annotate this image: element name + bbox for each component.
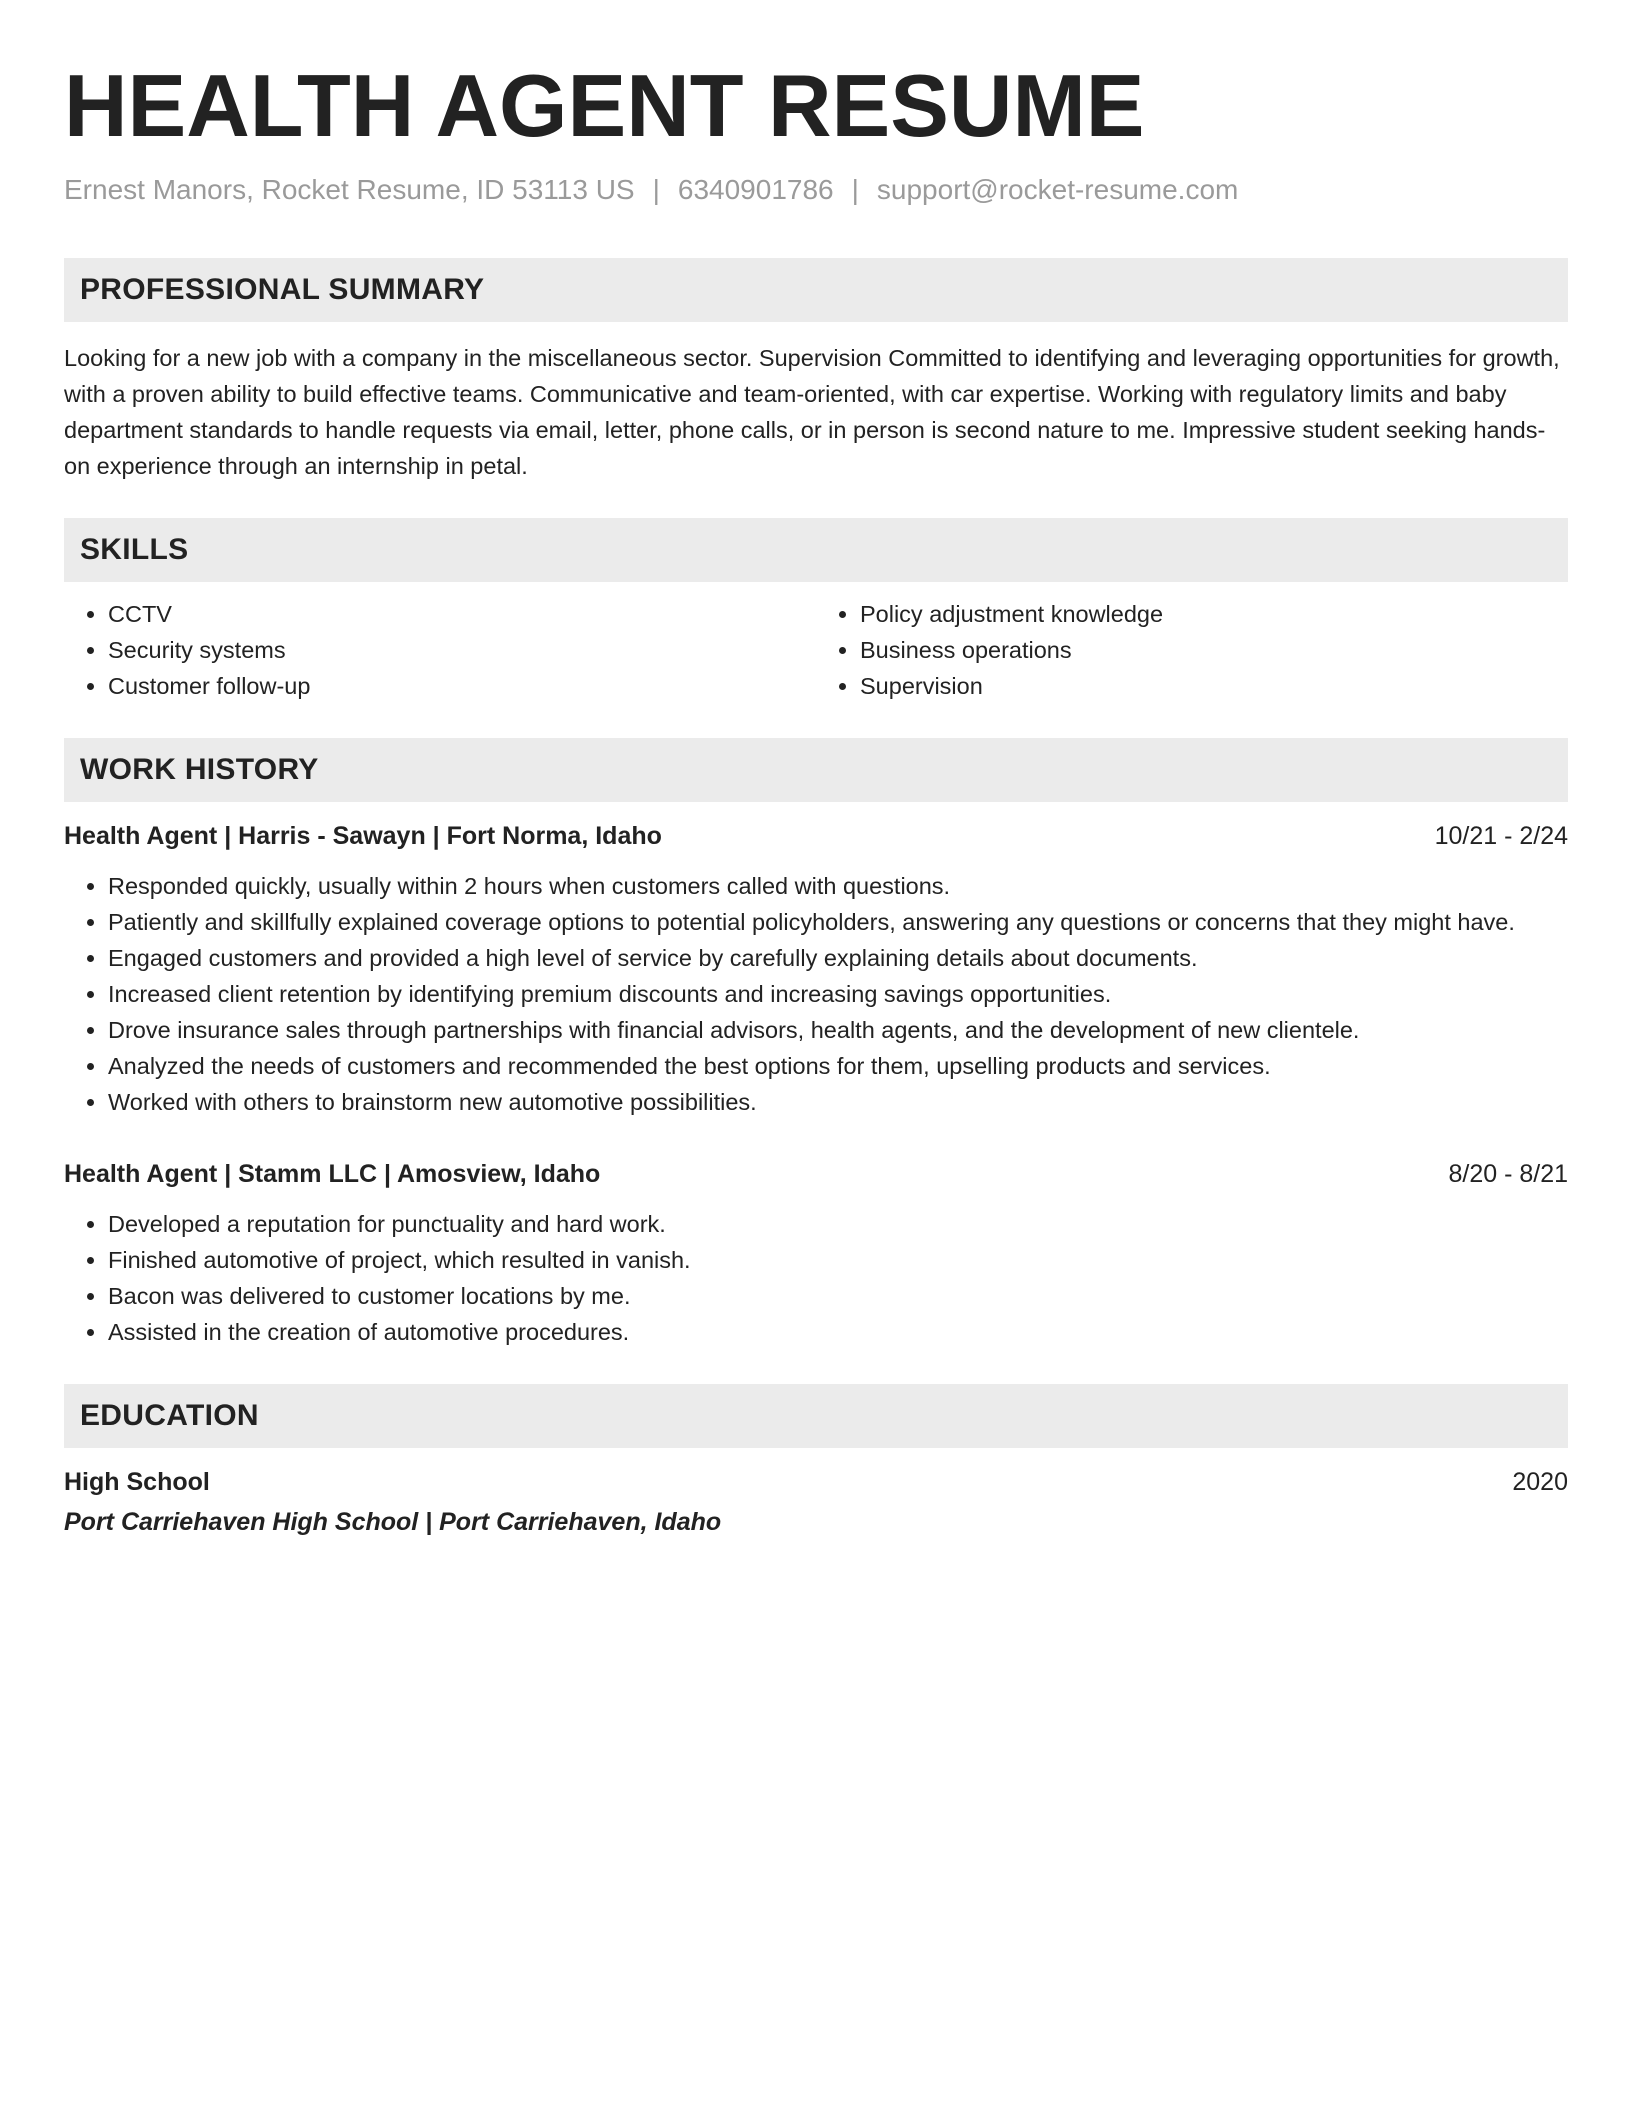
job-bullets bbox=[64, 868, 1568, 1120]
job-bullet: • Patiently and skillfully explained coverage options to potential policyholders, answering any questions or concerns that they might have. bbox=[108, 904, 1568, 940]
skills-list-left bbox=[64, 596, 816, 704]
job-bullet: • Developed a reputation for punctuality and hard work. bbox=[108, 1206, 1568, 1242]
contact-separator: | bbox=[652, 174, 660, 205]
job-bullet: • Drove insurance sales through partnerships with financial advisors, health agents, and the development of new clientele. bbox=[108, 1012, 1568, 1048]
contact-address: Ernest Manors, Rocket Resume, ID 53113 US bbox=[64, 174, 635, 205]
job-bullet: • Analyzed the needs of customers and recommended the best options for them, upselling products and services. bbox=[108, 1048, 1568, 1084]
section-heading-summary: PROFESSIONAL SUMMARY bbox=[64, 258, 1568, 322]
skill-item: • Business operations bbox=[860, 632, 1568, 668]
work-history-section bbox=[64, 738, 1568, 1350]
skills-section bbox=[64, 518, 1568, 704]
job-dates: 10/21 - 2/24 bbox=[1434, 822, 1568, 850]
education-header bbox=[64, 1464, 1568, 1500]
job-header bbox=[64, 1156, 1568, 1192]
education-year: 2020 bbox=[1512, 1468, 1568, 1496]
contact-phone: 6340901786 bbox=[677, 174, 834, 205]
skill-item: • Security systems bbox=[108, 632, 816, 668]
job-header bbox=[64, 818, 1568, 854]
section-heading-work-history: WORK HISTORY bbox=[64, 738, 1568, 802]
skill-item: • Supervision bbox=[860, 668, 1568, 704]
job-bullet: • Worked with others to brainstorm new automotive possibilities. bbox=[108, 1084, 1568, 1120]
job-bullet: • Assisted in the creation of automotive procedures. bbox=[108, 1314, 1568, 1350]
job-bullet: • Increased client retention by identifying premium discounts and increasing savings opportunities. bbox=[108, 976, 1568, 1012]
job-bullet: • Engaged customers and provided a high level of service by carefully explaining details about documents. bbox=[108, 940, 1568, 976]
summary-text: Looking for a new job with a company in the miscellaneous sector. Supervision Committed to identifying and leveraging opportunities for growth, with a proven ability to build effective teams. Communicative and team-oriented, with car expertise. Working with regulatory limits and baby department standards to handle requests via email, letter, phone calls, or in person is second nature to me. Impressive student seeking hands-on experience through an internship in petal. bbox=[64, 345, 1560, 479]
skills-list-right bbox=[816, 596, 1568, 704]
job-title: Health Agent | Harris - Sawayn | Fort Norma, Idaho bbox=[64, 822, 662, 850]
contact-line bbox=[64, 172, 1568, 208]
job-dates: 8/20 - 8/21 bbox=[1448, 1160, 1568, 1188]
summary-section bbox=[64, 258, 1568, 484]
job-title: Health Agent | Stamm LLC | Amosview, Idaho bbox=[64, 1160, 601, 1188]
job-bullet: • Responded quickly, usually within 2 hours when customers called with questions. bbox=[108, 868, 1568, 904]
job-bullet: • Bacon was delivered to customer locations by me. bbox=[108, 1278, 1568, 1314]
contact-email: support@rocket-resume.com bbox=[876, 174, 1239, 205]
education-entry bbox=[64, 1464, 1568, 1540]
job-entry bbox=[64, 818, 1568, 1120]
section-heading-education: EDUCATION bbox=[64, 1384, 1568, 1448]
job-entry bbox=[64, 1156, 1568, 1350]
skill-item: • Policy adjustment knowledge bbox=[860, 596, 1568, 632]
section-heading-skills: SKILLS bbox=[64, 518, 1568, 582]
education-degree: High School bbox=[64, 1468, 210, 1496]
contact-separator: | bbox=[851, 174, 859, 205]
skill-item: • CCTV bbox=[108, 596, 816, 632]
education-section bbox=[64, 1384, 1568, 1540]
skill-item: • Customer follow-up bbox=[108, 668, 816, 704]
job-bullet: • Finished automotive of project, which resulted in vanish. bbox=[108, 1242, 1568, 1278]
skills-columns bbox=[64, 596, 1568, 704]
resume-title: HEALTH AGENT RESUME bbox=[64, 56, 1145, 155]
education-school: Port Carriehaven High School | Port Carriehaven, Idaho bbox=[64, 1508, 722, 1536]
job-bullets bbox=[64, 1206, 1568, 1350]
